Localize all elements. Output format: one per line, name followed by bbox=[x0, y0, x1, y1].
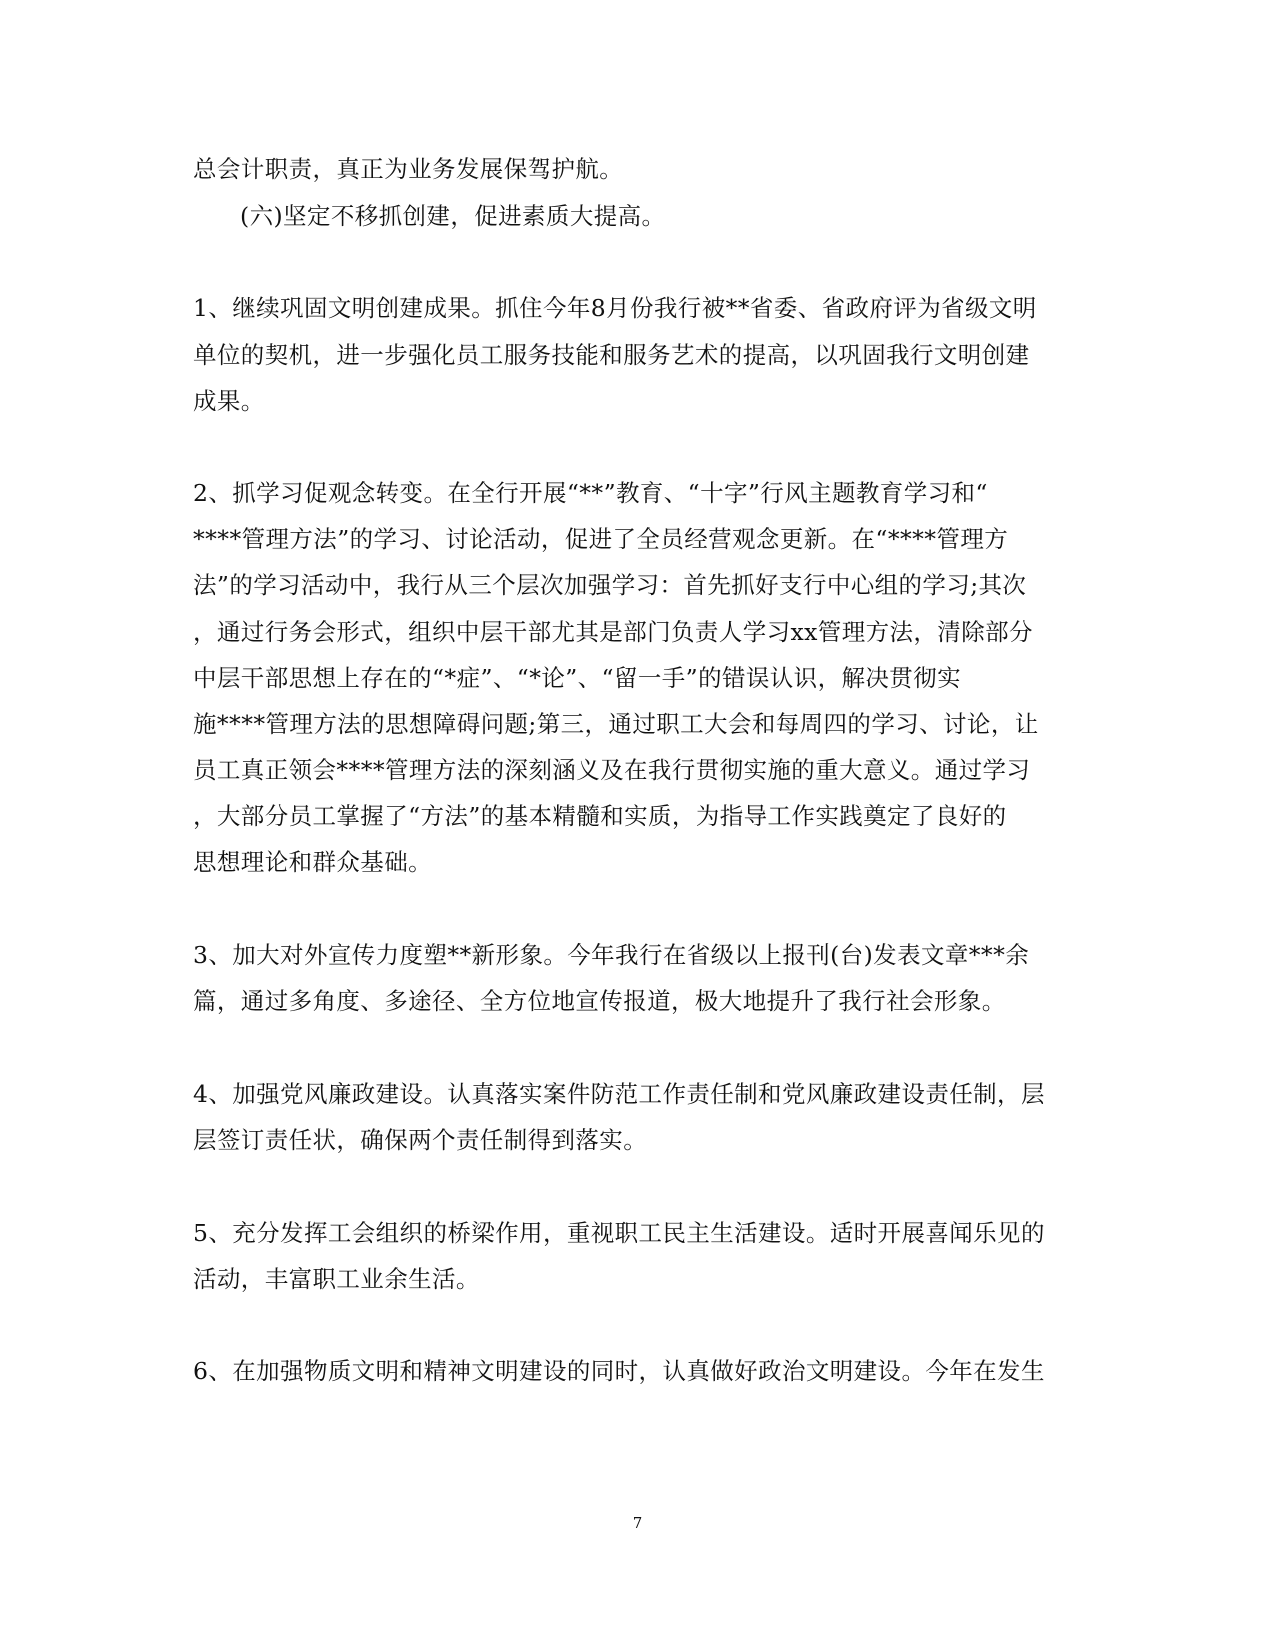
text-line: ****管理方法”的学习、讨论活动，促进了全员经营观念更新。在“****管理方 bbox=[193, 525, 1009, 553]
text-line: 员工真正领会****管理方法的深刻涵义及在我行贯彻实施的重大意义。通过学习 bbox=[193, 756, 1031, 784]
text-line: 法”的学习活动中，我行从三个层次加强学习：首先抓好支行中心组的学习;其次 bbox=[193, 571, 1027, 599]
text-line: 活动，丰富职工业余生活。 bbox=[193, 1265, 480, 1293]
text-line: 成果。 bbox=[193, 387, 265, 415]
page-number: 7 bbox=[632, 1514, 643, 1532]
text-line: 2、抓学习促观念转变。在全行开展“**”教育、“十字”行风主题教育学习和“ bbox=[193, 479, 988, 507]
text-line: 篇，通过多角度、多途径、全方位地宣传报道，极大地提升了我行社会形象。 bbox=[193, 987, 1006, 1015]
text-line: 总会计职责，真正为业务发展保驾护航。 bbox=[193, 155, 624, 183]
text-line: 3、加大对外宣传力度塑**新形象。今年我行在省级以上报刊(台)发表文章***余 bbox=[193, 941, 1030, 969]
text-line: 4、加强党风廉政建设。认真落实案件防范工作责任制和党风廉政建设责任制，层 bbox=[193, 1080, 1045, 1108]
text-line: 中层干部思想上存在的“*症”、“*论”、“留一手”的错误认识，解决贯彻实 bbox=[193, 664, 961, 692]
section-heading: (六)坚定不移抓创建，促进素质大提高。 bbox=[240, 202, 666, 230]
text-line: ，通过行务会形式，组织中层干部尤其是部门负责人学习xx管理方法，清除部分 bbox=[193, 618, 1033, 646]
text-line: 施****管理方法的思想障碍问题;第三，通过职工大会和每周四的学习、讨论，让 bbox=[193, 710, 1039, 738]
text-line: 1、继续巩固文明创建成果。抓住今年8月份我行被**省委、省政府评为省级文明 bbox=[193, 294, 1037, 322]
text-line: 单位的契机，进一步强化员工服务技能和服务艺术的提高，以巩固我行文明创建 bbox=[193, 341, 1030, 369]
text-line: 5、充分发挥工会组织的桥梁作用，重视职工民主生活建设。适时开展喜闻乐见的 bbox=[193, 1219, 1045, 1247]
text-line: ，大部分员工掌握了“方法”的基本精髓和实质，为指导工作实践奠定了良好的 bbox=[193, 802, 1007, 830]
text-line: 6、在加强物质文明和精神文明建设的同时，认真做好政治文明建设。今年在发生 bbox=[193, 1357, 1045, 1385]
text-line: 层签订责任状，确保两个责任制得到落实。 bbox=[193, 1126, 648, 1154]
text-line: 思想理论和群众基础。 bbox=[193, 848, 432, 876]
